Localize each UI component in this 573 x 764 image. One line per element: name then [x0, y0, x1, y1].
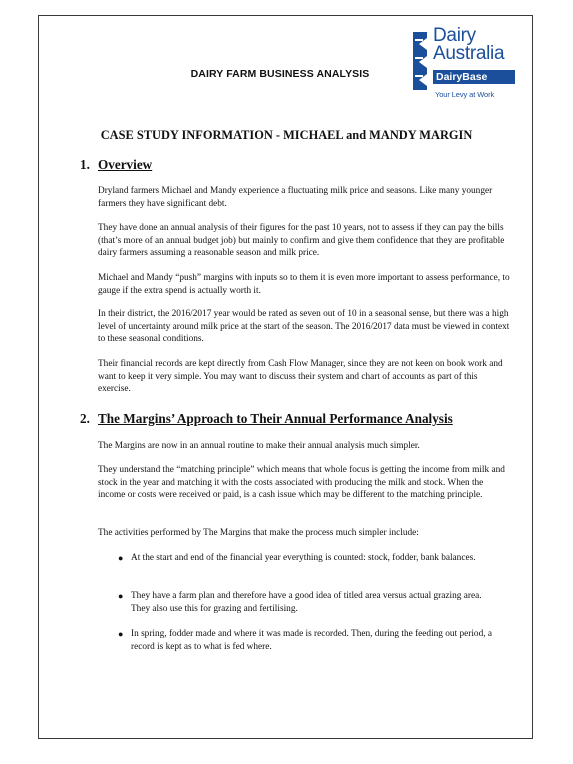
logo-band	[433, 70, 515, 84]
paragraph: Dryland farmers Michael and Mandy experience a fluctuating milk price and seasons. Like many younger farmers they have significant debt.	[98, 186, 493, 209]
paragraph: They have done an annual analysis of their figures for the past 10 years, not to assess if they can pay the bills (that’s more of an annual budget job) but mainly to confirm and give them confidence that they are profitable dairy farmers assuming a reasonable season and milk price.	[98, 223, 505, 259]
paragraph: They understand the “matching principle” which means that whole focus is getting the income from milk and stock in the year and matching it with the costs associated with producing the milk and stock. When the income or costs were received or paid, is a cash issue which may be different to the matching principle.	[98, 465, 505, 501]
bullet-icon: ●	[118, 553, 124, 563]
logo-mark-icon	[411, 30, 429, 92]
paragraph: In their district, the 2016/2017 year would be rated as seven out of 10 in a seasonal sense, but there was a high level of uncertainty around milk price at the start of the season. The 2016/2017 data must be viewed in context to these seasonal conditions.	[98, 309, 510, 345]
paragraph: Michael and Mandy “push” margins with inputs so to them it is even more important to assess performance, to gauge if the extra spend is actually worth it.	[98, 273, 510, 296]
case-study-title: CASE STUDY INFORMATION - MICHAEL and MANDY MARGIN	[100, 128, 473, 142]
paragraph: The activities performed by The Margins that make the process much simpler include:	[98, 528, 419, 538]
logo-tagline: Your Levy at Work	[435, 90, 495, 99]
paragraph: Their financial records are kept directly from Cash Flow Manager, since they are not keen on book work and want to keep it very simple. You may want to discuss their system and chart of accounts as part of this exercise.	[98, 359, 503, 395]
logo-word-australia: Australia	[433, 43, 505, 64]
section-number: 1.	[80, 157, 90, 172]
logo-band-text: DairyBase	[436, 71, 488, 83]
list-item-text: In spring, fodder made and where it was made is recorded. Then, during the feeding out period, a record is kept as to what is fed where.	[131, 629, 492, 652]
document-header-title: DAIRY FARM BUSINESS ANALYSIS	[190, 68, 370, 80]
list-item-text: They have a farm plan and therefore have a good idea of titled area versus actual grazing area. They also use this for grazing and fertilising.	[131, 591, 482, 614]
list-item-text: At the start and end of the financial year everything is counted: stock, fodder, bank balances.	[131, 553, 476, 563]
section-number: 2.	[80, 411, 90, 426]
bullet-icon: ●	[118, 629, 124, 639]
section-title: Overview	[98, 157, 153, 172]
paragraph: The Margins are now in an annual routine to make their annual analysis much simpler.	[98, 441, 420, 451]
section-title: The Margins’ Approach to Their Annual Performance Analysis	[98, 411, 453, 426]
logo-word-dairy: Dairy	[433, 25, 476, 46]
dairy-australia-logo	[411, 27, 521, 107]
bullet-icon: ●	[118, 591, 124, 601]
